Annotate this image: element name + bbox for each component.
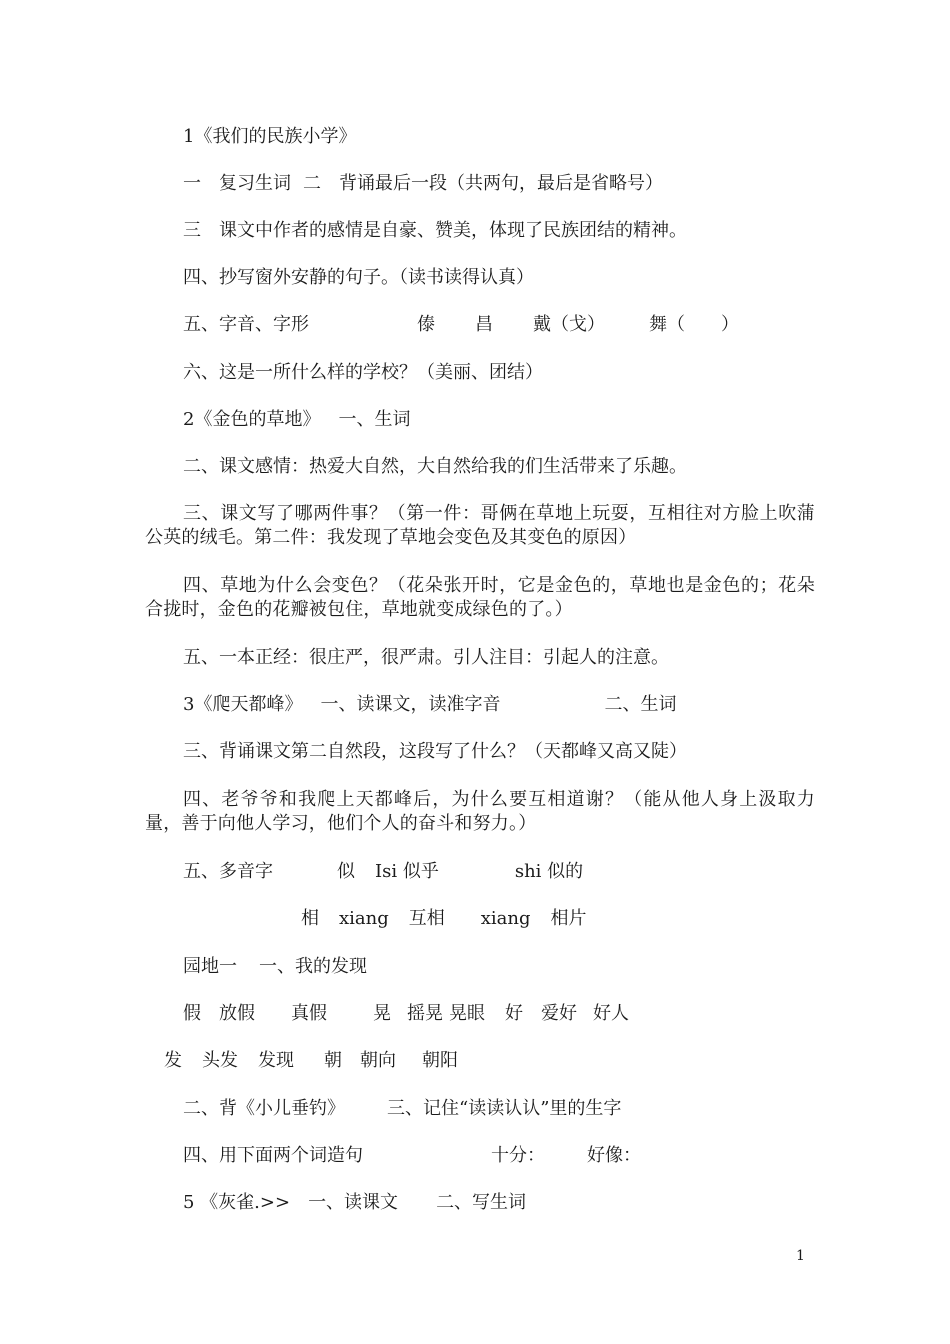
heading-unit-1: 园地一 一、我的发现 (183, 956, 367, 977)
text-line: 二、课文感情：热爱大自然，大自然给我的们生活带来了乐趣。 (183, 456, 687, 477)
text-line: 假 放假 真假 晃 摇晃 晃眼 好 爱好 好人 (183, 1003, 629, 1024)
page-number: 1 (796, 1248, 805, 1264)
text-line: 六、这是一所什么样的学校？（美丽、团结） (183, 362, 543, 383)
paragraph: 四、草地为什么会变色？（花朵张开时，它是金色的，草地也是金色的；花朵合拢时，金色的花瓣被包住，草地就变成绿色的了。） (145, 575, 815, 620)
paragraph: 四、老爷爷和我爬上天都峰后，为什么要互相道谢？（能从他人身上汲取力量，善于向他人学习，他们个人的奋斗和努力。） (145, 789, 815, 834)
text-line: 五、多音字 似 Isi 似乎 shi 似的 (183, 861, 584, 882)
paragraph: 三、课文写了哪两件事？（第一件：哥俩在草地上玩耍，互相往对方脸上吹蒲公英的绒毛。第二件：我发现了草地会变色及其变色的原因） (145, 503, 815, 548)
text-line: 发 头发 发现 朝 朝向 朝阳 (164, 1050, 458, 1071)
heading-lesson-1: 1《我们的民族小学》 (183, 126, 357, 147)
heading-lesson-3: 3《爬天都峰》 一、读课文，读准字音 二、生词 (183, 694, 677, 715)
heading-lesson-5: 5 《灰雀.>> 一、读课文 二、写生词 (183, 1192, 527, 1213)
text-line: 三、背诵课文第二自然段，这段写了什么？（天都峰又高又陡） (183, 741, 687, 762)
text-line: 二、背《小儿垂钓》 三、记住“读读认认”里的生字 (183, 1098, 622, 1119)
text-line: 一 复习生词 二 背诵最后一段（共两句，最后是省略号） (183, 173, 663, 194)
heading-lesson-2: 2《金色的草地》 一、生词 (183, 409, 411, 430)
text-line: 三 课文中作者的感情是自豪、赞美，体现了民族团结的精神。 (183, 220, 687, 241)
text-line: 五、一本正经：很庄严，很严肃。引人注目：引起人的注意。 (183, 647, 669, 668)
text-line: 五、字音、字形 傣 昌 戴（戈） 舞（ ） (183, 314, 739, 335)
text-line: 四、抄写窗外安静的句子。（读书读得认真） (183, 267, 534, 288)
text-line: 相 xiang 互相 xiang 相片 (301, 908, 587, 929)
text-line: 四、用下面两个词造句 十分： 好像： (183, 1145, 641, 1166)
